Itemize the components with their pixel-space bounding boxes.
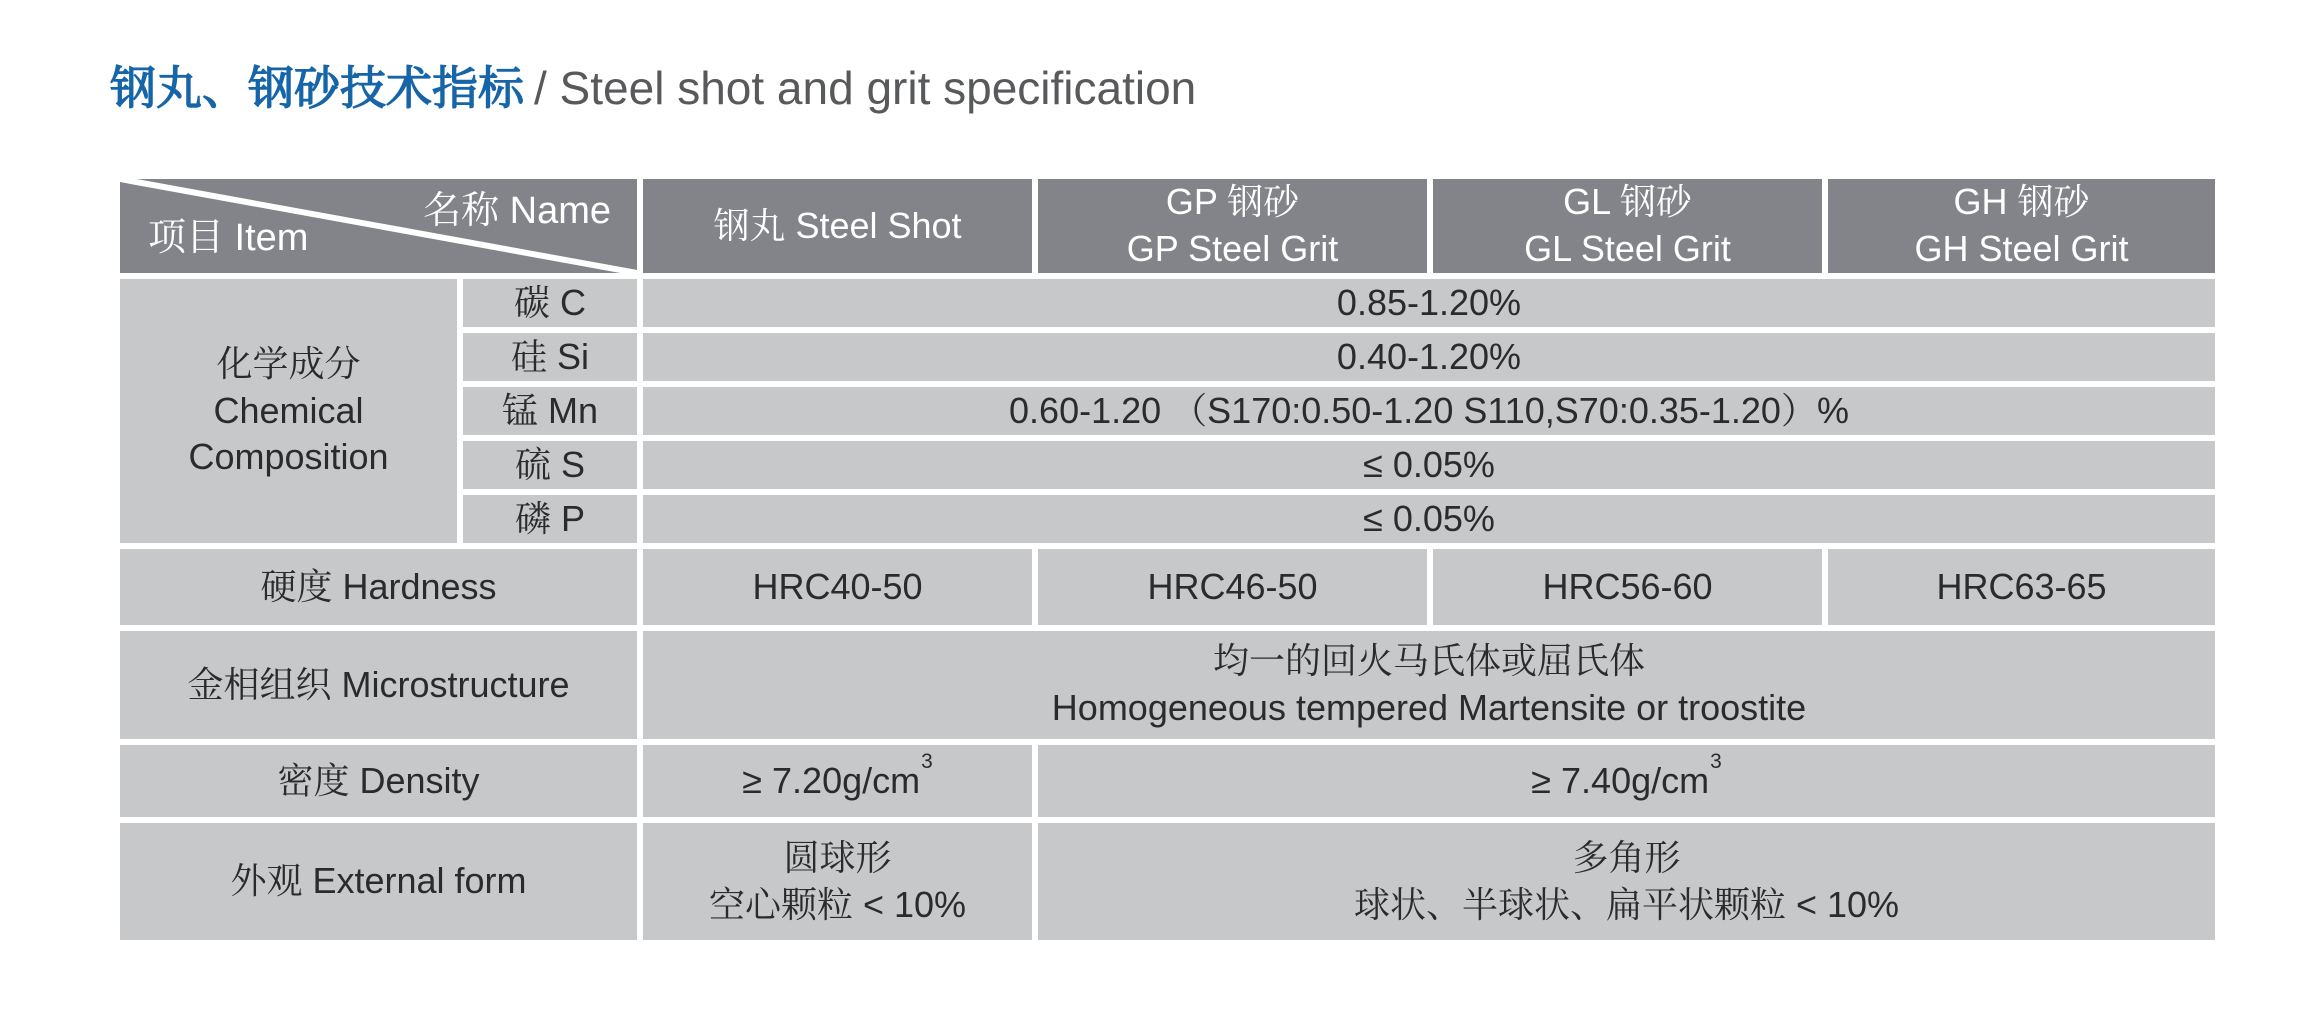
chemical-label-zh: 化学成分	[216, 342, 361, 384]
column-header-gp-grit	[1038, 179, 1427, 273]
external-form-grit	[1038, 823, 2215, 940]
corner-item-label: 项目 Item	[148, 216, 309, 259]
column-header-line2: GL Steel Grit	[1524, 228, 1731, 269]
density-shot-sup: 3	[921, 750, 933, 774]
column-header-line1: GL 钢砂	[1563, 181, 1692, 223]
column-header-gh-grit	[1828, 179, 2215, 273]
element-value-sulfur: ≤ 0.05%	[643, 441, 2215, 489]
corner-header-cell	[120, 179, 637, 273]
element-label-sulfur: 硫 S	[463, 441, 637, 489]
column-header-line2: GP Steel Grit	[1126, 228, 1339, 269]
hardness-value-steel-shot: HRC40-50	[643, 549, 1032, 625]
density-value-grit	[1038, 745, 2215, 817]
element-value-carbon: 0.85-1.20%	[643, 279, 2215, 327]
element-value-phosphorus: ≤ 0.05%	[643, 495, 2215, 543]
external-form-steel-shot	[643, 823, 1032, 940]
corner-name-label: 名称 Name	[423, 190, 611, 232]
page-title	[110, 62, 1196, 115]
external-form-label: 外观 External form	[120, 823, 637, 940]
density-grit-text: ≥ $7.40g/cm^3$	[1531, 750, 1722, 801]
density-label: 密度 Density	[120, 745, 637, 817]
external-grit-line1: 多角形	[1572, 836, 1681, 878]
chemical-label-en1: Chemical	[213, 389, 364, 431]
microstructure-label: 金相组织 Microstructure	[120, 631, 637, 739]
hardness-label: 硬度 Hardness	[120, 549, 637, 625]
external-grit-line2: 球状、半球状、扁平状颗粒 < 10%	[1353, 883, 1900, 925]
element-value-silicon: 0.40-1.20%	[643, 333, 2215, 381]
element-label-silicon: 硅 Si	[463, 333, 637, 381]
element-value-manganese: 0.60-1.20 （S170:0.50-1.20 S110,S70:0.35-1.20）%	[643, 387, 2215, 435]
external-shot-line2: 空心颗粒 < 10%	[708, 883, 967, 925]
column-header-line1: 钢丸 Steel Shot	[713, 204, 962, 246]
page-title-zh: 钢丸、钢砂技术指标	[110, 62, 524, 114]
hardness-value-gp: HRC46-50	[1038, 549, 1427, 625]
column-header-line1: GP 钢砂	[1165, 181, 1300, 223]
chemical-label-en2: Composition	[188, 436, 389, 478]
hardness-value-gh: HRC63-65	[1828, 549, 2215, 625]
column-header-gl-grit	[1433, 179, 1822, 273]
external-shot-line1: 圆球形	[783, 836, 892, 878]
column-header-line1: GH 钢砂	[1953, 181, 2090, 223]
microstructure-value-en: Homogeneous tempered Martensite or troostite	[1051, 687, 1807, 728]
element-label-phosphorus: 磷 P	[463, 495, 637, 543]
column-header-steel-shot	[643, 179, 1032, 273]
microstructure-value	[643, 631, 2215, 739]
element-label-carbon: 碳 C	[463, 279, 637, 327]
density-grit-sup: 3	[1710, 750, 1722, 774]
page-title-en: / Steel shot and grit specification	[534, 62, 1197, 114]
density-shot-text: ≥ $7.20g/cm^3$	[742, 750, 933, 801]
density-value-steel-shot	[643, 745, 1032, 817]
chemical-composition-label	[120, 279, 457, 543]
column-header-line2: GH Steel Grit	[1914, 228, 2129, 269]
element-label-manganese: 锰 Mn	[463, 387, 637, 435]
spec-table	[120, 179, 2215, 940]
microstructure-value-zh: 均一的回火马氏体或屈氏体	[1212, 640, 1645, 682]
hardness-value-gl: HRC56-60	[1433, 549, 1822, 625]
